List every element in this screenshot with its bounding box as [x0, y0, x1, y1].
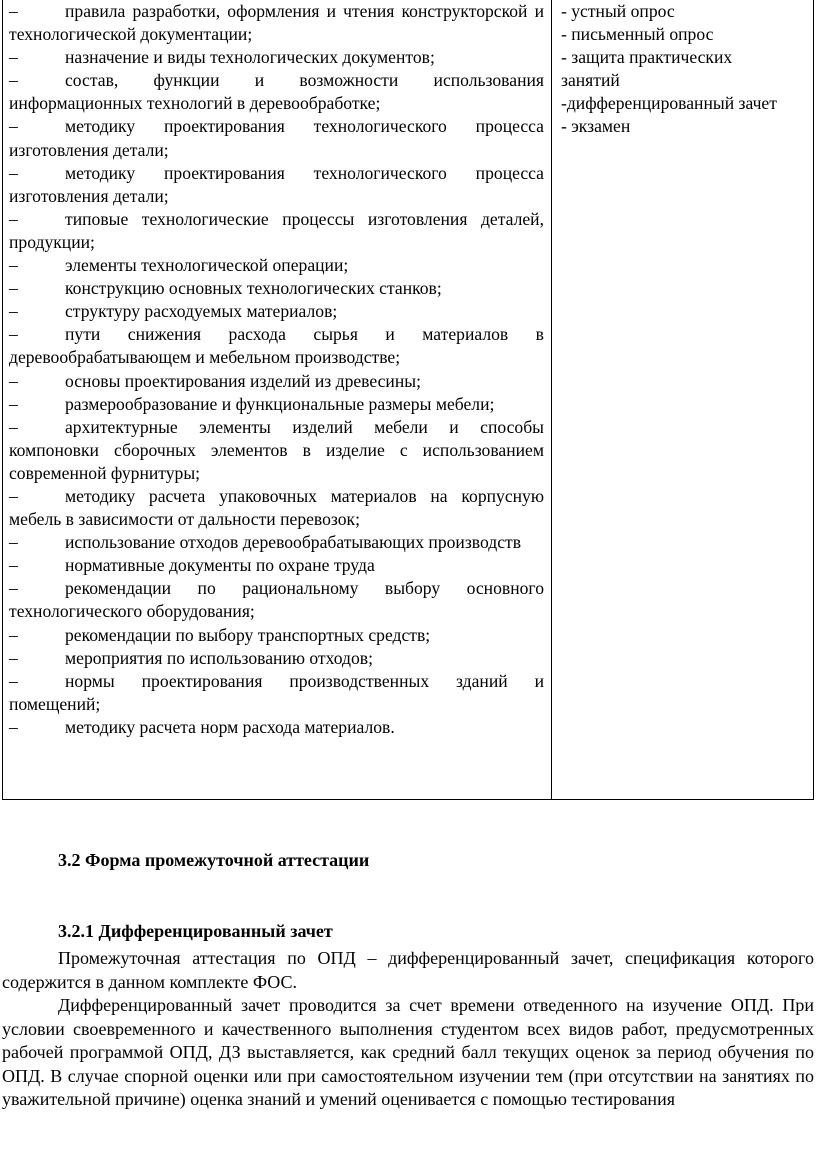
control-form-item: - защита практических [561, 47, 733, 68]
knowledge-item-text: использование отходов деревообрабатывающих производств [65, 532, 522, 553]
knowledge-item [9, 577, 544, 623]
dash-bullet: – [9, 416, 18, 437]
dash-bullet: – [9, 324, 18, 345]
dash-bullet: – [9, 370, 18, 391]
knowledge-item-text: назначение и виды технологических документов; [65, 47, 435, 68]
knowledge-item [9, 46, 544, 69]
knowledge-item-text: методику проектирования технологического процесса изготовления детали; [9, 116, 544, 160]
control-form-item: -дифференцированный зачет [561, 93, 777, 114]
dash-bullet: – [9, 670, 18, 691]
knowledge-item-text: нормативные документы по охране труда [65, 555, 375, 576]
section-heading: 3.2 Форма промежуточной аттестации [58, 850, 370, 870]
knowledge-item-text: элементы технологической операции; [65, 255, 349, 276]
knowledge-item [9, 716, 544, 739]
knowledge-item-text: структуру расходуемых материалов; [65, 301, 338, 322]
knowledge-item [9, 323, 544, 369]
dash-bullet: – [9, 70, 18, 91]
knowledge-item [9, 115, 544, 161]
knowledge-item-text: рекомендации по рациональному выбору основного технологического оборудования; [9, 578, 544, 622]
dash-bullet: – [9, 485, 18, 506]
knowledge-item [9, 162, 544, 208]
knowledge-item [9, 277, 544, 300]
dash-bullet: – [9, 555, 18, 576]
knowledge-items-cell [3, 0, 552, 799]
knowledge-item [9, 69, 544, 115]
paragraph-intro: Промежуточная аттестация по ОПД – дифференцированный зачет, спецификация которого содержится в данном комплекте ФОС. [2, 948, 814, 992]
knowledge-item-text: методику расчета упаковочных материалов на корпусную мебель в зависимости от дальности перевозок; [9, 485, 544, 530]
dash-bullet: – [9, 647, 18, 668]
dash-bullet: – [9, 716, 18, 737]
dash-bullet: – [9, 578, 18, 599]
knowledge-item [9, 300, 544, 323]
dash-bullet: – [9, 47, 18, 68]
knowledge-control-table [2, 0, 814, 800]
knowledge-item [9, 670, 544, 716]
knowledge-item [9, 647, 544, 670]
control-forms-cell [552, 0, 813, 799]
dash-bullet: – [9, 116, 18, 137]
subsection-heading: 3.2.1 Дифференцированный зачет [58, 921, 333, 941]
knowledge-item-text: методику расчета норм расхода материалов. [65, 716, 395, 737]
dash-bullet: – [9, 532, 18, 553]
knowledge-item-text: методику проектирования технологического процесса изготовления детали; [9, 162, 544, 206]
knowledge-item-text: нормы проектирования производственных зданий и помещений; [9, 670, 544, 714]
knowledge-item [9, 208, 544, 254]
dash-bullet: – [9, 1, 18, 21]
knowledge-item [9, 624, 544, 647]
dash-bullet: – [9, 208, 18, 229]
knowledge-item-text: основы проектирования изделий из древесины; [65, 370, 421, 391]
dash-bullet: – [9, 624, 18, 645]
dash-bullet: – [9, 278, 18, 299]
knowledge-item-text: типовые технологические процессы изготовления деталей, продукции; [9, 208, 544, 252]
paragraph-details: Дифференцированный зачет проводится за счет времени отведенного на изучение ОПД. При условии своевременного и качественного выполнения студентом всех видов работ, предусмотренных рабочей программой ОПД, ДЗ выставляется, как средний балл текущих оценок за период обучения по ОПД. В случае спорной оценки или при самостоятельном изучении тем (при отсутствии на занятиях по уважительной причине) оценка знаний и умений оценивается с помощью тестирования [2, 995, 814, 1109]
knowledge-item-text: архитектурные элементы изделий мебели и способы компоновки сборочных элементов в изделие с использованием современной фурнитуры; [9, 416, 544, 483]
knowledge-item-text: состав, функции и возможности использования информационных технологий в деревообработке; [9, 70, 544, 114]
control-form-item: - письменный опрос [561, 24, 714, 45]
control-form-item: занятий [561, 70, 620, 91]
knowledge-item-text: мероприятия по использованию отходов; [65, 647, 373, 668]
knowledge-item [9, 254, 544, 277]
knowledge-item [9, 416, 544, 485]
knowledge-item-text: рекомендации по выбору транспортных средств; [65, 624, 431, 645]
control-form-item: - устный опрос [561, 1, 675, 21]
dash-bullet: – [9, 255, 18, 276]
dash-bullet: – [9, 393, 18, 414]
knowledge-item [9, 0, 544, 46]
knowledge-item [9, 485, 544, 531]
knowledge-item [9, 393, 544, 416]
knowledge-item [9, 370, 544, 393]
knowledge-item-text: конструкцию основных технологических станков; [65, 278, 442, 299]
knowledge-item [9, 554, 544, 577]
knowledge-item-text: размерообразование и функциональные размеры мебели; [65, 393, 495, 414]
knowledge-item-text: пути снижения расхода сырья и материалов в деревообрабатывающем и мебельном производстве; [9, 324, 544, 368]
control-form-item: - экзамен [561, 116, 631, 137]
dash-bullet: – [9, 301, 18, 322]
knowledge-item [9, 531, 544, 554]
knowledge-item-text: правила разработки, оформления и чтения конструкторской и технологической документации; [9, 1, 544, 45]
dash-bullet: – [9, 162, 18, 183]
